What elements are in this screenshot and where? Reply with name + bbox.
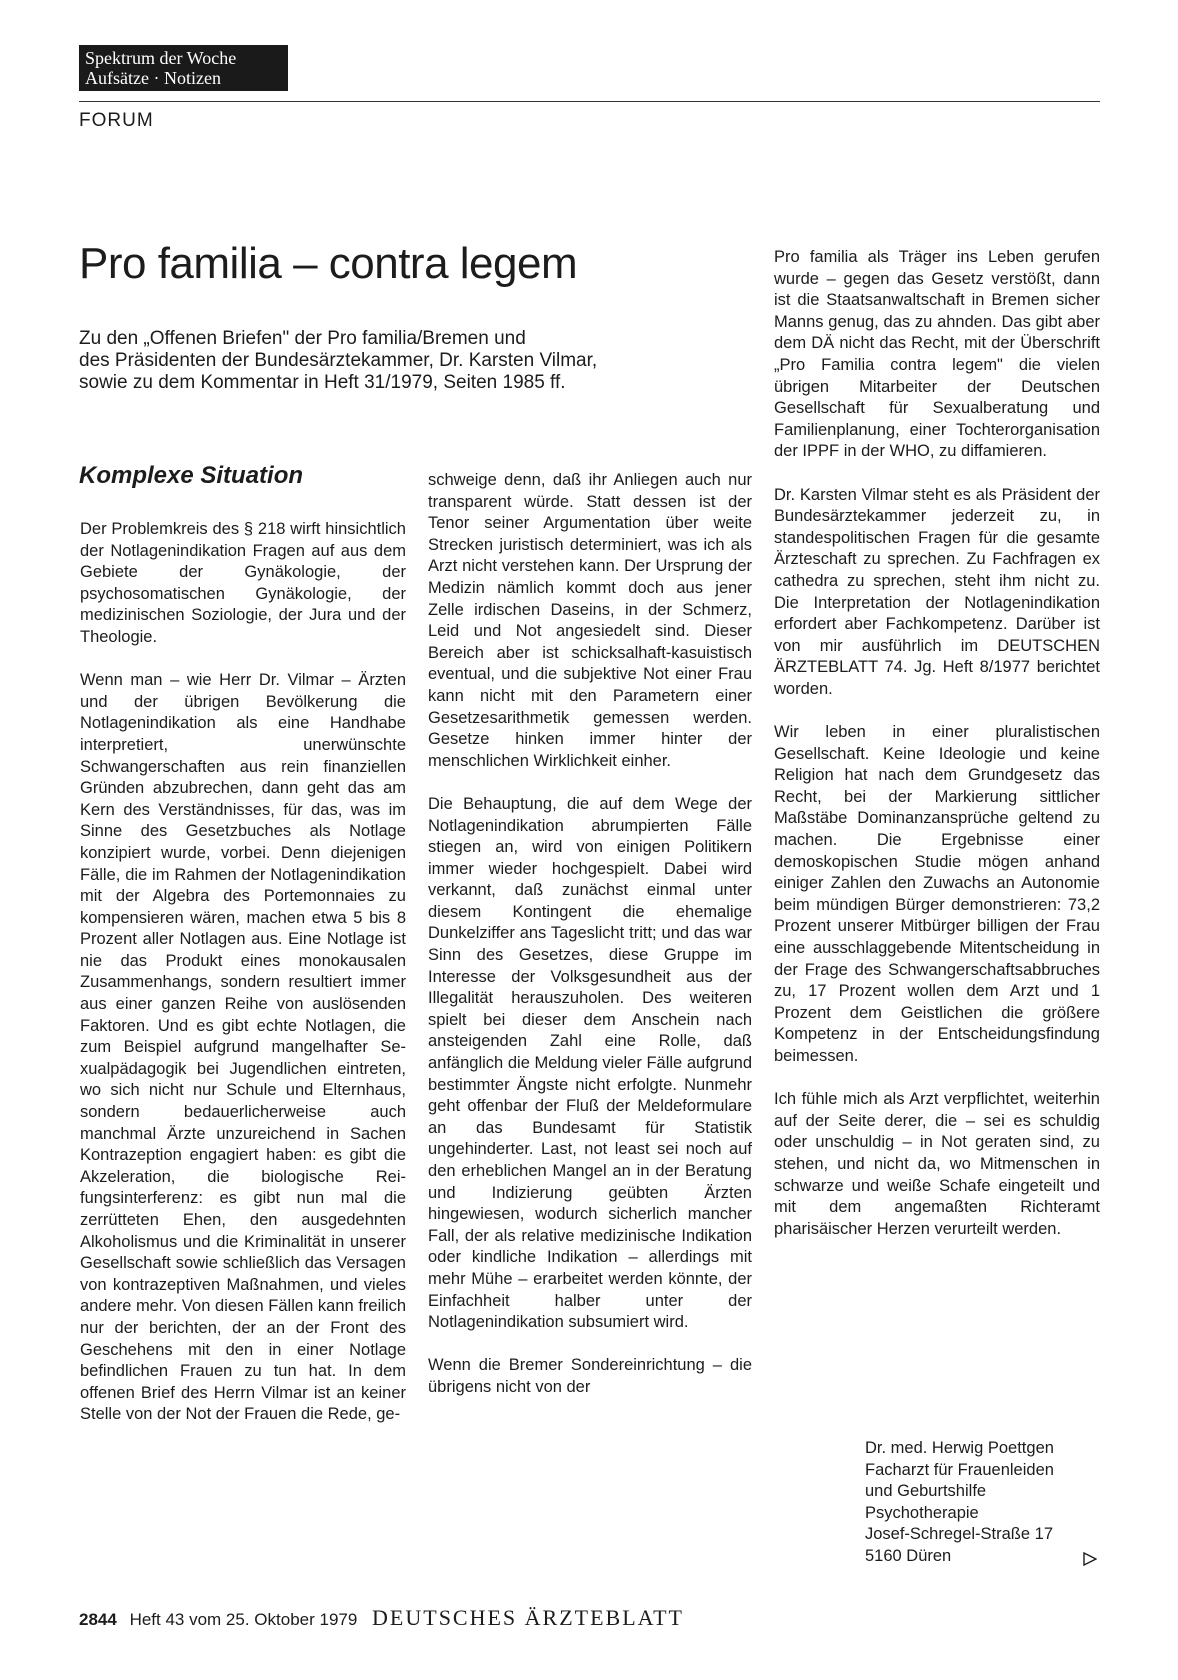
signature-line: Facharzt für Frauenleiden: [865, 1460, 1054, 1479]
section-label: FORUM: [79, 110, 154, 131]
intro-line: sowie zu dem Kommentar in Heft 31/1979, Seiten 1985 ff.: [79, 372, 566, 393]
article-intro: [79, 328, 719, 394]
paragraph: Wenn man – wie Herr Dr. Vilmar – Ärzten und der übrigen Bevölkerung die Notlagenindikation als eine Handhabe interpretiert, unerwünschte Schwangerschaften aus rein finanziellen Gründen abzubrechen, dann geht das am Kern des Verständnisses, für das, was im Sinne des Gesetzbuches als Notlage konzipiert wurde, vorbei. Denn diejenigen Fälle, die im Rahmen der Notlagenindikation mit der Algebra des Portemonnaies zu kompensieren wären, machen etwa 5 bis 8 Prozent aller Notlagen aus. Eine Notlage ist nie das Produkt eines monokausalen Zusammenhangs, sondern resultiert immer aus einer ganzen Reihe von auslösenden Faktoren. Und es gibt echte Notlagen, die zum Beispiel aufgrund mangelhafter Sexualpädagogik bei Jugendlichen eintreten, wo sich nicht nur Schule und Elternhaus, sondern bedauerlicherweise auch manchmal Ärzte unzureichend in Sachen Kontrazeption engagiert haben: es gibt die Akzeleration, die biologische Reifungsinterferenz: es gibt nun mal die zerrütteten Ehen, den ausgedehnten Alkoholismus und die Kriminalität in unserer Gesellschaft sowie schließlich das Versagen von kontrazeptiven Maßnahmen, und vieles andere mehr. Von diesen Fällen kann freilich nur der berichten, der an der Front des Geschehens mit den in einer Notlage befindlichen Frauen zu tun hat. In dem offenen Brief des Herrn Vilmar ist an keiner Stelle von der Not der Frauen die Rede, ge-: [80, 671, 406, 1424]
signature-line: Psychotherapie: [865, 1503, 979, 1522]
paragraph: schweige denn, daß ihr Anliegen auch nur transparent würde. Statt dessen ist der Tenor seiner Argumentation über weite Strecken juristisch determiniert, was ich als Arzt nicht verstehen kann. Der Ursprung der Medizin nämlich kommt doch aus jener Zelle irdischen Daseins, in der Schmerz, Leid und Not angesiedelt sind. Dieser Bereich aber ist schicksalhaft-kasuistisch eventual, und die subjektive Not einer Frau kann nicht mit den Parametern einer Gesetzesarithmetik gemessen werden. Gesetze hinken immer hinter der menschlichen Wirklichkeit einher.: [428, 471, 752, 770]
intro-line: Zu den „Offenen Briefen" der Pro familia/Bremen und: [79, 328, 526, 349]
signature-line: Dr. med. Herwig Poettgen: [865, 1439, 1054, 1457]
issue-info: Heft 43 vom 25. Oktober 1979: [129, 1610, 358, 1629]
article-title: Pro familia – contra legem: [79, 239, 578, 288]
page-footer: [79, 1605, 684, 1631]
signature-line: Josef-Schregel-Straße 17: [865, 1525, 1054, 1544]
text-column-1: [80, 519, 406, 1448]
section-badge-line-2: Aufsätze · Notizen: [85, 68, 221, 88]
paragraph: Dr. Karsten Vilmar steht es als Präsident der Bundesärztekammer jederzeit zu, in standespolitischen Fragen für die gesamte Ärzteschaft zu sprechen. Zu Fachfragen ex cathedra zu sprechen, steht ihm nicht zu. Die Interpretation der Notlagenindikation erfordert aber Fachkompetenz. Darüber ist von mir ausführlich im DEUTSCHEN ÄRZTEBLATT 74. Jg. Heft 8/1977 berichtet worden.: [774, 485, 1100, 698]
page-number: 2844: [79, 1610, 117, 1629]
paragraph: Wir leben in einer pluralistischen Gesellschaft. Keine Ideologie und keine Religion hat nach dem Grundgesetz das Recht, bei der Markierung sittlicher Maßstäbe Dominanzansprüche geltend zu machen. Die Ergebnisse einer demoskopischen Studie mögen anhand einiger Zahlen den Zuwachs an Autonomie beim mündigen Bürger demonstrieren: 73,2 Prozent unserer Mitbürger billigen der Frau eine ausschlaggebende Mitentscheidung in der Frage des Schwangerschaftsabbruches zu, 17 Prozent wollen dem Arzt und 1 Prozent dem Geistlichen die größere Kompetenz in der Entscheidungsfindung beimessen.: [774, 723, 1100, 1065]
header-divider: [79, 101, 1100, 102]
paragraph: Wenn die Bremer Sondereinrichtung – die übrigens nicht von der: [428, 1356, 752, 1396]
paragraph: Pro familia als Träger ins Leben gerufen wurde – gegen das Gesetz verstößt, dann ist die Staatsanwaltschaft in Bremen sicher Manns genug, das zu ahnden. Das gibt aber dem DÄ nicht das Recht, mit der Überschrift „Pro Familia contra legem" die vielen übrigen Mitarbeiter der Deutschen Gesellschaft für Sexualberatung und Familienplanung, einer Tochterorganisation der IPPF in der WHO, zu diffamieren.: [774, 248, 1100, 461]
paragraph: Der Problemkreis des § 218 wirft hinsichtlich der Notlagenindikation Fragen auf aus dem Gebiete der Gynäkologie, der psychosomatischen Gynäkologie, der medizinischen Soziologie, der Jura und der Theologie.: [80, 520, 406, 646]
continue-arrow-icon: [1083, 1552, 1097, 1566]
text-column-3: [774, 247, 1100, 1262]
signature-line: 5160 Düren: [865, 1546, 952, 1565]
author-signature: [865, 1438, 1105, 1568]
paragraph: Ich fühle mich als Arzt verpflichtet, weiterhin auf der Seite derer, die – sei es schuldig oder unschuldig – in Not geraten sind, zu stehen, und nicht da, wo Mitmenschen in schwarze und weiße Schafe eingeteilt und mit dem angemaßten Richteramt pharisäischer Herzen verurteilt werden.: [774, 1090, 1100, 1238]
section-badge-line-1: Spektrum der Woche: [85, 48, 237, 68]
signature-line: und Geburtshilfe: [865, 1482, 987, 1501]
journal-name: DEUTSCHES ÄRZTEBLATT: [372, 1605, 684, 1630]
section-badge: [79, 45, 288, 91]
subheading: Komplexe Situation: [79, 462, 304, 489]
intro-line: des Präsidenten der Bundesärztekammer, Dr. Karsten Vilmar,: [79, 350, 598, 371]
paragraph: Die Behauptung, die auf dem Wege der Notlagenindikation abrumpierten Fälle stiegen an, wird von einigen Politikern immer wieder hochgespielt. Dabei wird verkannt, daß zunächst einmal unter diesem Kontingent die ehemalige Dunkelziffer ans Tageslicht tritt; und das war Sinn des Gesetzes, diese Gruppe im Interesse der Volksgesundheit aus der Illegalität herauszuholen. Des weiteren spielt bei dieser dem Anschein nach ansteigenden Zahl eine Rolle, daß anfänglich die Meldung vieler Fälle aufgrund bestimmter Ängste nicht erfolgte. Nunmehr geht offenbar der Fluß der Meldeformulare an das Bundesamt für Statistik ungehinderter. Last, not least sei noch auf den erheblichen Mangel an in der Beratung und Indizierung geübten Ärzten hingewiesen, wodurch sicherlich mancher Fall, der als relative medizinische Indikation oder kindliche Indikation – allerdings mit mehr Mühe – erarbeitet werden könnte, der Einfachheit halber unter der Notlagenindikation subsumiert wird.: [428, 794, 752, 1332]
text-column-2: [428, 470, 752, 1420]
